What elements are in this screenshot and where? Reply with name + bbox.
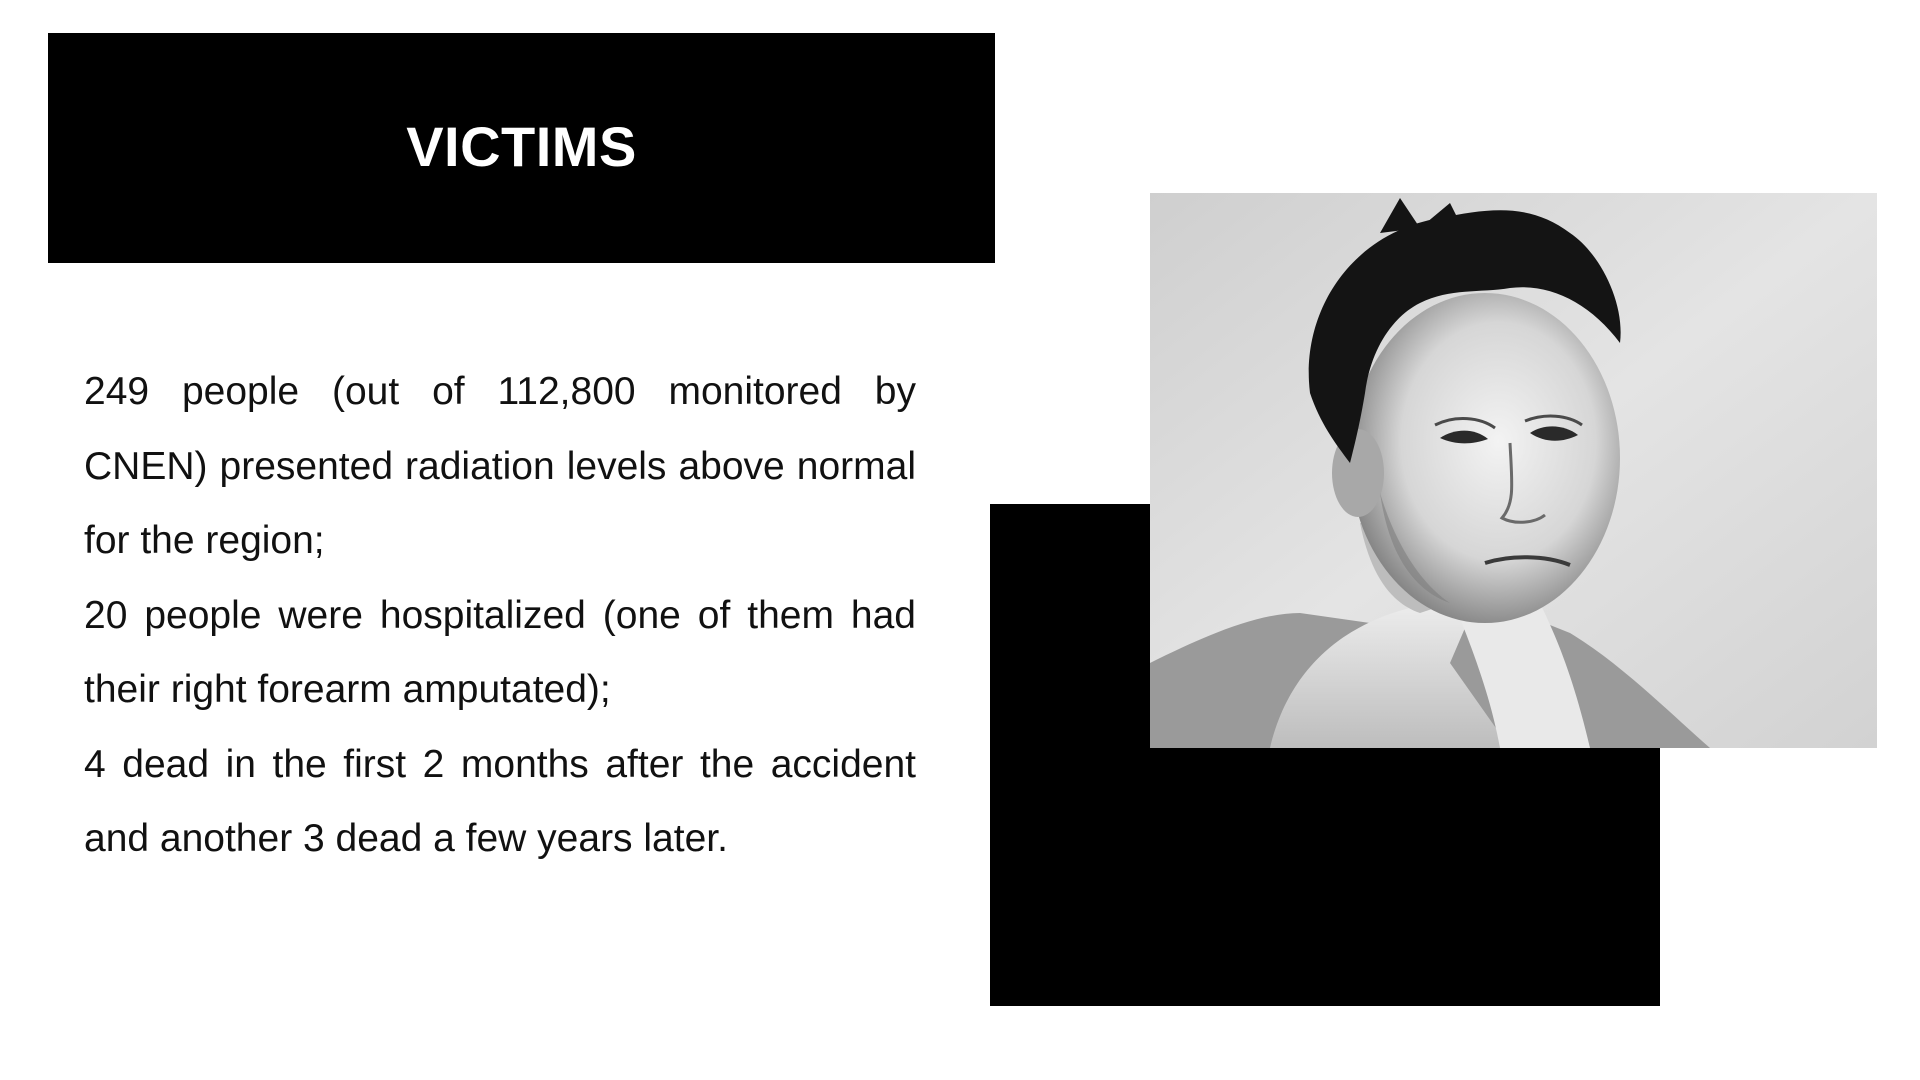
slide-title: VICTIMS (406, 114, 637, 178)
portrait-photo (1150, 193, 1877, 748)
paragraph-deaths: 4 dead in the first 2 months after the accident and another 3 dead a few years later. (84, 742, 916, 860)
paragraph-radiation-levels: 249 people (out of 112,800 monitored by CNEN) presented radiation levels above normal for the region; (84, 370, 916, 562)
victims-body-text (84, 355, 916, 877)
portrait-photo-icon (1150, 193, 1877, 748)
paragraph-hospitalized: 20 people were hospitalized (one of them had their right forearm amputated); (84, 593, 916, 711)
title-banner (48, 33, 995, 263)
